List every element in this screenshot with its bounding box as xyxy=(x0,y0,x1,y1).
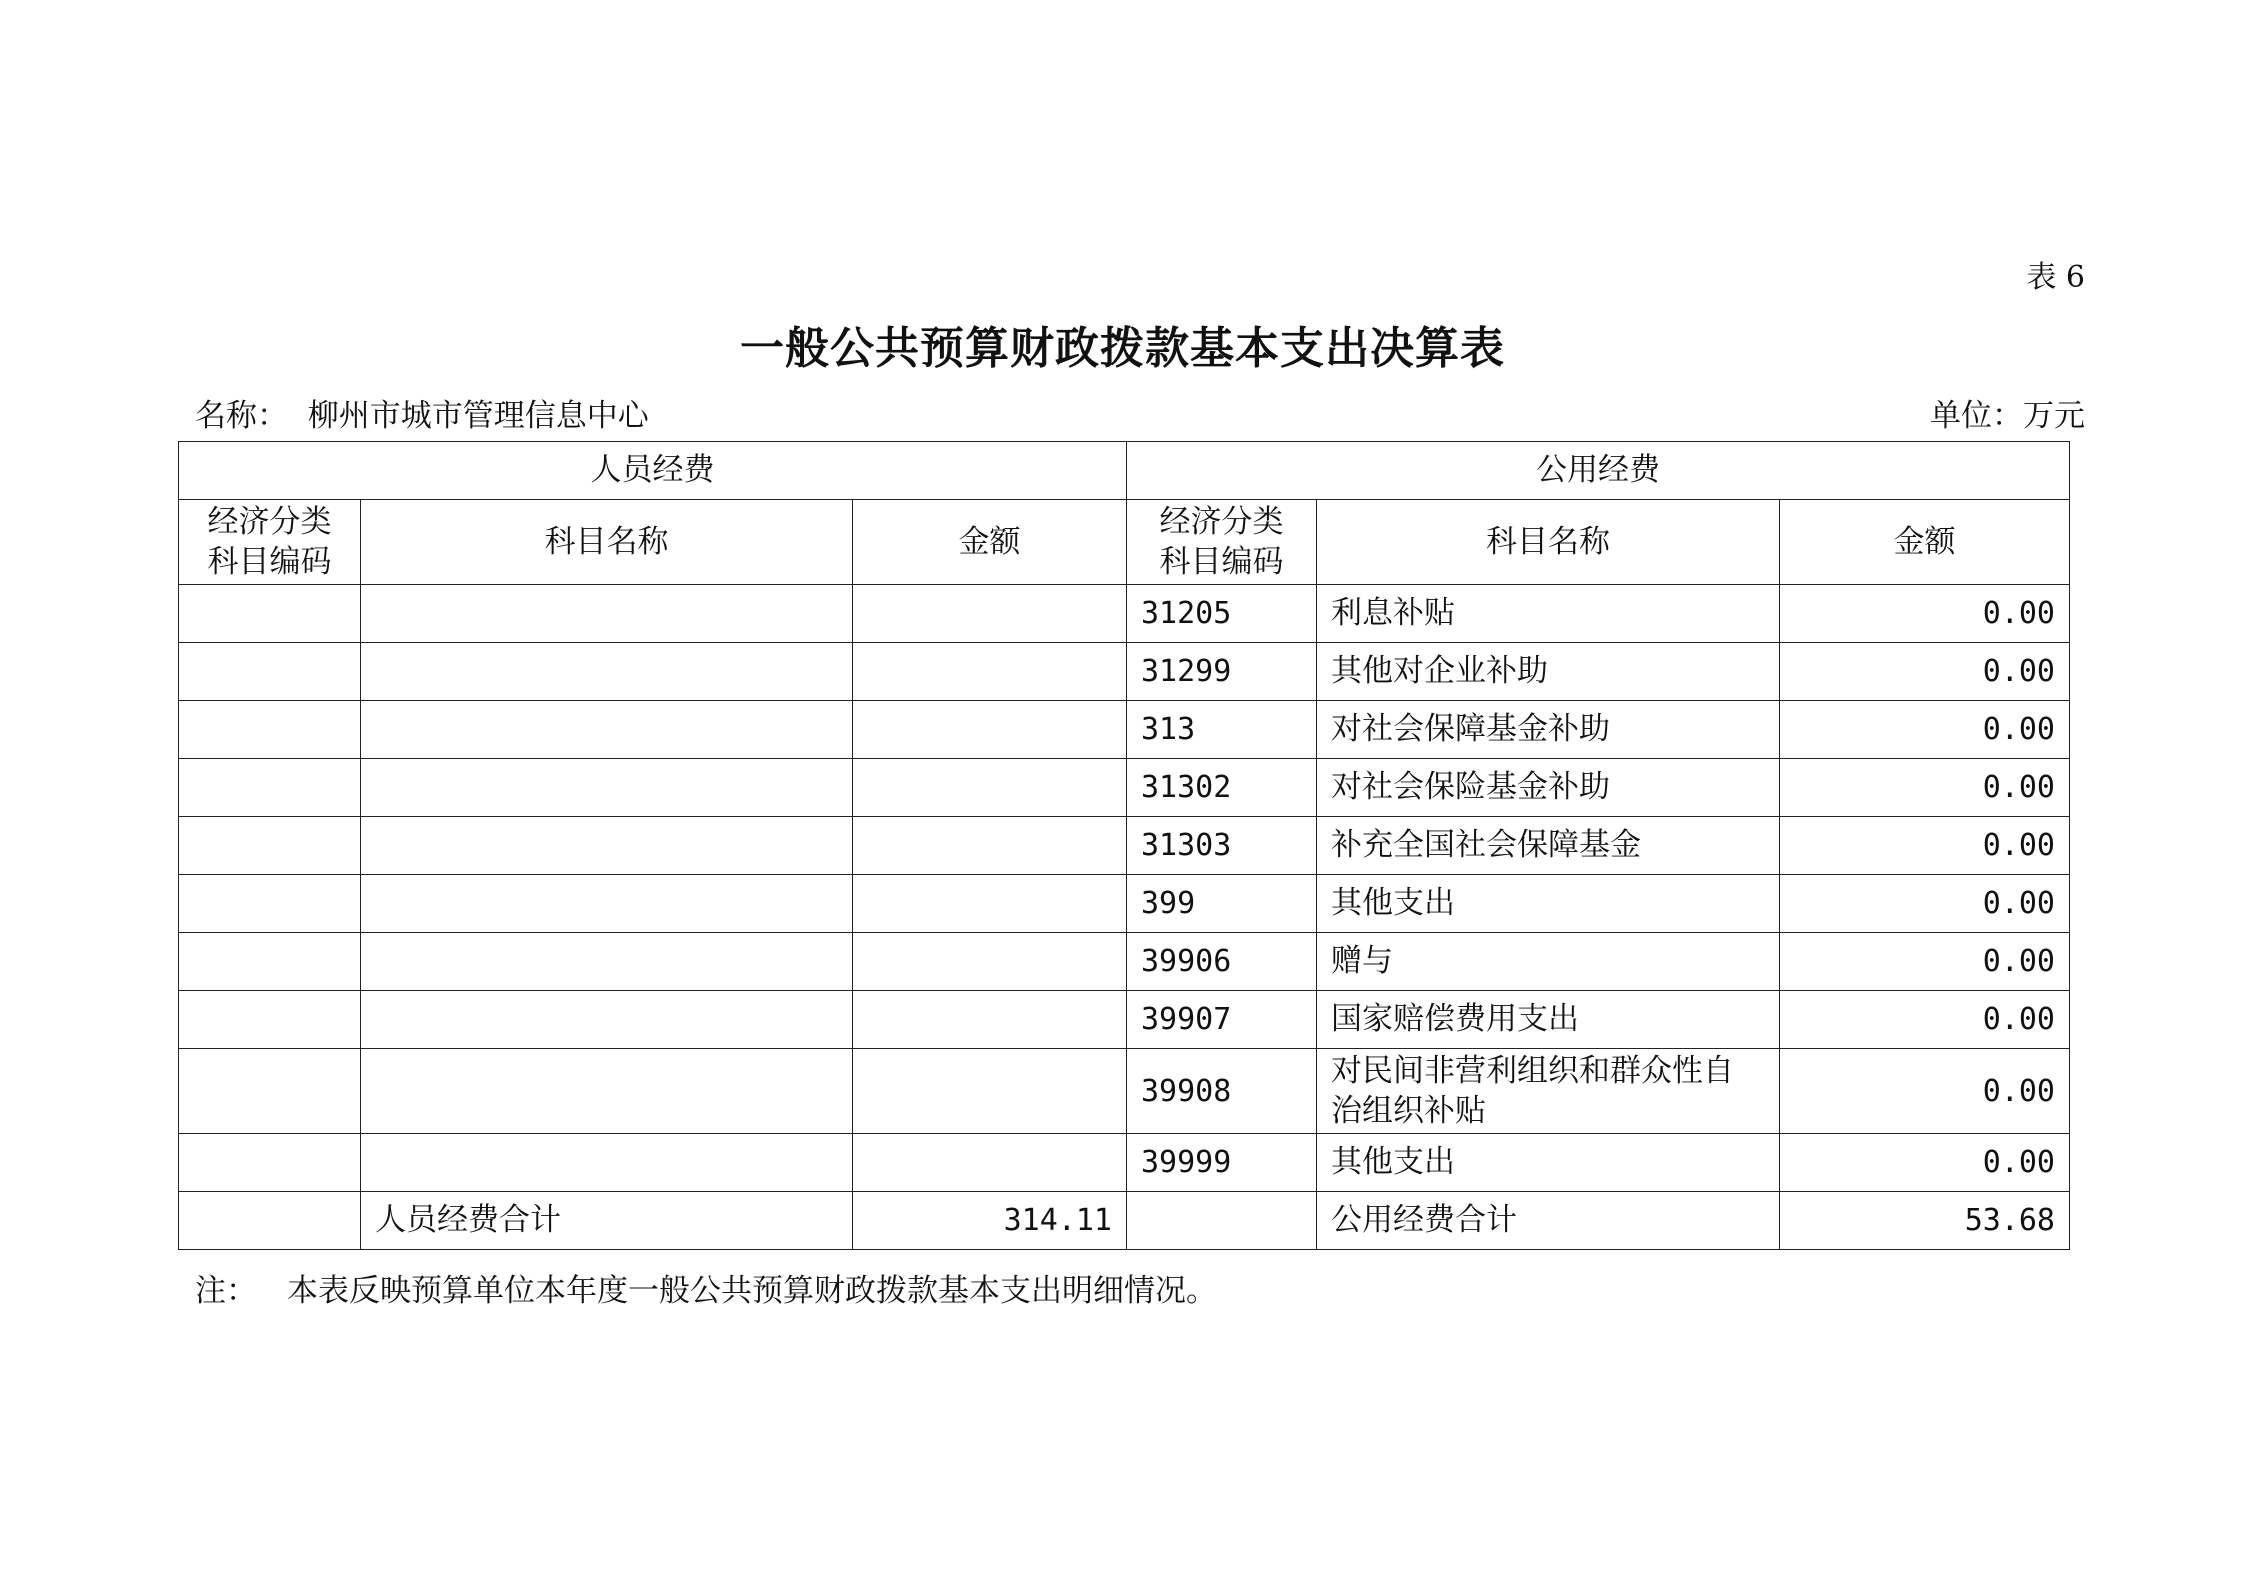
currency-unit: 单位：万元 xyxy=(1930,398,2085,434)
public-code-cell: 39906 xyxy=(1127,933,1317,991)
public-subject-header: 科目名称 xyxy=(1317,500,1780,585)
table-row xyxy=(179,759,2070,817)
public-total-label: 公用经费合计 xyxy=(1317,1192,1780,1250)
public-total-code-cell xyxy=(1127,1192,1317,1250)
personnel-header: 人员经费 xyxy=(179,442,1127,500)
public-amount-cell: 0.00 xyxy=(1780,933,2070,991)
personnel-amount-cell xyxy=(853,817,1127,875)
public-total-amount: 53.68 xyxy=(1780,1192,2070,1250)
personnel-amount-cell xyxy=(853,933,1127,991)
public-amount-cell: 0.00 xyxy=(1780,701,2070,759)
public-code-cell: 39908 xyxy=(1127,1049,1317,1134)
personnel-amount-cell xyxy=(853,1134,1127,1192)
personnel-subject-cell xyxy=(361,701,853,759)
table-row xyxy=(179,701,2070,759)
personnel-subject-cell xyxy=(361,585,853,643)
personnel-amount-header: 金额 xyxy=(853,500,1127,585)
table-row xyxy=(179,1049,2070,1134)
personnel-subject-cell xyxy=(361,991,853,1049)
public-amount-cell: 0.00 xyxy=(1780,1049,2070,1134)
public-code-cell: 31205 xyxy=(1127,585,1317,643)
personnel-amount-cell xyxy=(853,585,1127,643)
public-code-cell: 39907 xyxy=(1127,991,1317,1049)
personnel-total-amount: 314.11 xyxy=(853,1192,1127,1250)
unit-name-line xyxy=(195,390,649,435)
public-subject-cell: 其他支出 xyxy=(1317,1134,1780,1192)
public-code-cell: 39999 xyxy=(1127,1134,1317,1192)
expenditure-table xyxy=(178,441,2070,1250)
public-code-cell: 31299 xyxy=(1127,643,1317,701)
totals-row xyxy=(179,1192,2070,1250)
public-amount-cell: 0.00 xyxy=(1780,875,2070,933)
public-amount-cell: 0.00 xyxy=(1780,585,2070,643)
table-row xyxy=(179,643,2070,701)
name-label: 名称： xyxy=(195,398,288,434)
public-subject-cell: 对社会保险基金补助 xyxy=(1317,759,1780,817)
page-title: 一般公共预算财政拨款基本支出决算表 xyxy=(740,323,1505,374)
name-value: 柳州市城市管理信息中心 xyxy=(307,398,649,434)
personnel-code-cell xyxy=(179,933,361,991)
personnel-code-cell xyxy=(179,585,361,643)
public-code-cell: 399 xyxy=(1127,875,1317,933)
personnel-amount-cell xyxy=(853,1049,1127,1134)
personnel-code-cell xyxy=(179,817,361,875)
public-subject-cell: 对民间非营利组织和群众性自 治组织补贴 xyxy=(1317,1049,1780,1134)
public-amount-header: 金额 xyxy=(1780,500,2070,585)
personnel-code-cell xyxy=(179,1134,361,1192)
personnel-total-code-cell xyxy=(179,1192,361,1250)
table-row xyxy=(179,585,2070,643)
personnel-subject-cell xyxy=(361,817,853,875)
public-amount-cell: 0.00 xyxy=(1780,759,2070,817)
footnote-label: 注： xyxy=(195,1273,257,1309)
personnel-amount-cell xyxy=(853,875,1127,933)
public-subject-cell: 其他支出 xyxy=(1317,875,1780,933)
personnel-subject-cell xyxy=(361,933,853,991)
personnel-amount-cell xyxy=(853,991,1127,1049)
personnel-subject-header: 科目名称 xyxy=(361,500,853,585)
personnel-subject-cell xyxy=(361,1049,853,1134)
public-subject-cell: 利息补贴 xyxy=(1317,585,1780,643)
public-code-cell: 31303 xyxy=(1127,817,1317,875)
public-code-header: 经济分类 科目编码 xyxy=(1127,500,1317,585)
personnel-subject-cell xyxy=(361,1134,853,1192)
public-subject-cell: 其他对企业补助 xyxy=(1317,643,1780,701)
personnel-code-cell xyxy=(179,875,361,933)
personnel-amount-cell xyxy=(853,759,1127,817)
public-subject-cell: 对社会保障基金补助 xyxy=(1317,701,1780,759)
personnel-subject-cell xyxy=(361,643,853,701)
personnel-code-header: 经济分类 科目编码 xyxy=(179,500,361,585)
personnel-code-cell xyxy=(179,701,361,759)
personnel-subject-cell xyxy=(361,759,853,817)
footnote-text: 本表反映预算单位本年度一般公共预算财政拨款基本支出明细情况。 xyxy=(287,1273,1217,1309)
public-code-cell: 313 xyxy=(1127,701,1317,759)
personnel-total-label: 人员经费合计 xyxy=(361,1192,853,1250)
public-amount-cell: 0.00 xyxy=(1780,991,2070,1049)
table-number: 表 6 xyxy=(2026,260,2085,295)
public-subject-cell: 国家赔偿费用支出 xyxy=(1317,991,1780,1049)
personnel-amount-cell xyxy=(853,643,1127,701)
personnel-amount-cell xyxy=(853,701,1127,759)
group-header-row xyxy=(179,442,2070,500)
footnote xyxy=(195,1265,1217,1310)
personnel-code-cell xyxy=(179,759,361,817)
public-amount-cell: 0.00 xyxy=(1780,817,2070,875)
table-row xyxy=(179,1134,2070,1192)
personnel-code-cell xyxy=(179,643,361,701)
table-row xyxy=(179,875,2070,933)
personnel-subject-cell xyxy=(361,875,853,933)
personnel-code-cell xyxy=(179,1049,361,1134)
table-row xyxy=(179,991,2070,1049)
table-row xyxy=(179,817,2070,875)
public-code-cell: 31302 xyxy=(1127,759,1317,817)
public-header: 公用经费 xyxy=(1127,442,2070,500)
personnel-code-cell xyxy=(179,991,361,1049)
column-header-row xyxy=(179,500,2070,585)
public-amount-cell: 0.00 xyxy=(1780,1134,2070,1192)
public-subject-cell: 赠与 xyxy=(1317,933,1780,991)
public-amount-cell: 0.00 xyxy=(1780,643,2070,701)
table-row xyxy=(179,933,2070,991)
public-subject-cell: 补充全国社会保障基金 xyxy=(1317,817,1780,875)
